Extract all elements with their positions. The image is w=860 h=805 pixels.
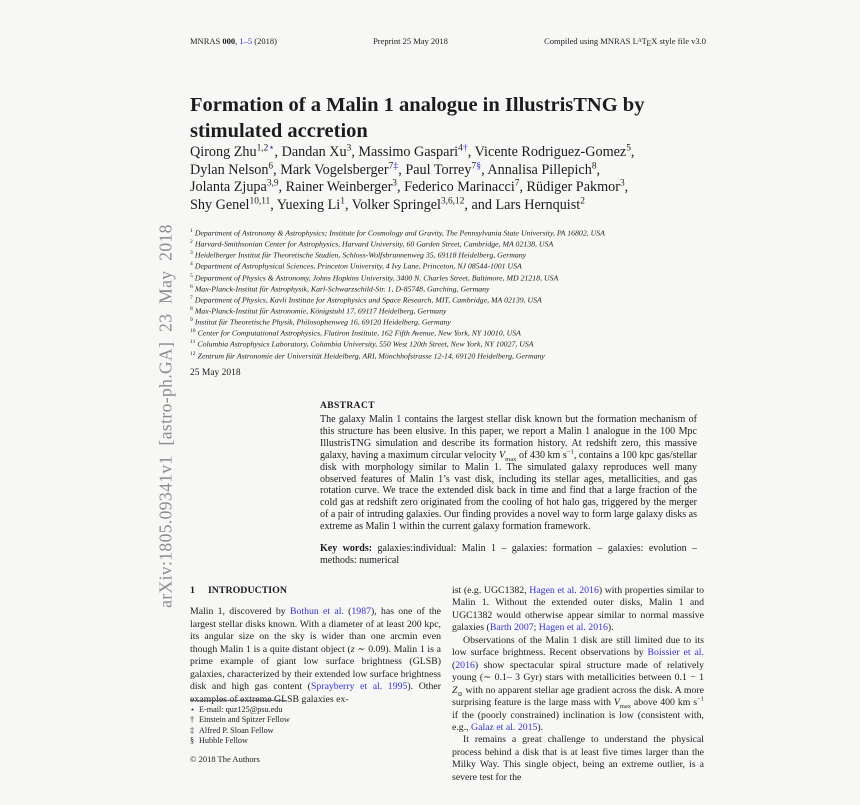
text-segment: A	[637, 38, 642, 45]
text-segment: 3,6,12	[440, 196, 465, 207]
text-segment: , Massimo Gaspari	[351, 144, 459, 160]
author-line	[190, 159, 706, 180]
text-segment: , Volker Springel	[344, 196, 441, 213]
affiliation-text: Department of Physics, Kavli Institute for Astrophysics and Space Research, MIT, Cambridge, MA 02139, USA	[194, 295, 542, 305]
text-segment: (2018)	[252, 36, 277, 46]
text-segment: , Dandan Xu	[274, 144, 347, 160]
text-segment: 3,9	[266, 178, 279, 189]
text-segment: ,	[235, 36, 240, 46]
text-segment: , Yuexing Li	[270, 196, 341, 213]
affiliation-list	[190, 227, 706, 361]
abstract-block	[320, 401, 697, 567]
abstract-heading: ABSTRACT	[320, 401, 375, 411]
text-segment: 7	[514, 178, 520, 189]
body-paragraph	[452, 734, 704, 784]
text-segment: , Rainer Weinberger	[278, 179, 393, 196]
affiliation-line	[190, 238, 706, 249]
affiliation-line	[190, 294, 706, 305]
text-segment: T	[641, 36, 647, 46]
section-title: INTRODUCTION	[207, 585, 287, 596]
affiliation-text: Max-Planck-Institut für Astrophysik, Karl-Schwarzschild-Str. 1, D-85748, Garching, Germany	[194, 284, 490, 294]
footnote-symbol: §	[190, 735, 195, 745]
text-segment: max	[505, 455, 517, 463]
running-header	[190, 36, 706, 48]
keywords-line	[320, 543, 697, 567]
body-paragraph	[452, 585, 704, 635]
section-heading-introduction	[190, 585, 441, 597]
footnote-line	[190, 736, 441, 746]
text-segment: 7	[388, 160, 394, 171]
text-segment: ∼ 0.09). Malin 1 is a prime example of giant low surface brightness (GLSB) galaxies, characterized by their extended low surface brightness disk and high gas content (	[190, 643, 441, 693]
keywords-label: Key words:	[320, 543, 373, 555]
text-segment: , Mark Vogelsberger	[273, 161, 389, 178]
affiliation-number: 12	[190, 350, 196, 357]
text-segment: z	[350, 643, 355, 655]
text-segment: ), has one of the largest stellar disks known. With a diameter of at least 200 kpc, its angular size on the sky is wider than one arcmin even though Malin 1 is a quite distant object (	[190, 606, 442, 655]
affiliation-number: 1	[190, 228, 193, 234]
text-segment: ). Other examples of extreme GLSB galaxies ex-	[190, 681, 442, 705]
affiliation-number: 5	[190, 272, 193, 279]
footnote-symbol: †	[190, 715, 195, 725]
text-segment: −1	[566, 448, 574, 456]
citation-link[interactable]: Hagen et al. 2016	[529, 585, 599, 596]
right-column	[452, 585, 704, 784]
affiliation-number: 8	[190, 305, 193, 312]
affiliation-text: Department of Astrophysical Sciences, Princeton University, 4 Ivy Lane, Princeton, NJ 08544-1001 USA	[194, 262, 522, 272]
affiliation-line	[190, 249, 706, 260]
author-list	[190, 144, 706, 214]
affiliation-line	[190, 316, 706, 327]
affiliation-line	[190, 350, 706, 361]
footnote-marker[interactable]: †	[462, 142, 468, 154]
text-segment: Qirong Zhu	[190, 144, 257, 160]
text-segment: of 430 km s	[516, 449, 567, 461]
affiliation-line	[190, 227, 706, 238]
citation-link[interactable]: Barth 2007	[489, 622, 534, 634]
submission-date: 25 May 2018	[190, 368, 241, 378]
citation-link[interactable]: Boissier et al.	[647, 647, 704, 659]
text-segment: V	[613, 697, 620, 709]
text-segment: ,	[596, 161, 601, 178]
text-segment: (	[343, 606, 352, 618]
text-segment: The galaxy Malin 1 contains the largest stellar disk known but the formation mechanism of this structure has been elusive. In this paper, we report a Malin 1 analogue in the 100 Mpc IllustrisTNG simulation and describe its formation history. At redshift zero, this massive galaxy, having a maximum circular velocity	[320, 414, 697, 461]
text-segment: ,	[630, 144, 635, 160]
text-segment: 6	[268, 160, 274, 171]
footnote-rule	[190, 700, 286, 701]
text-segment: , Annalisa Pillepich	[481, 161, 592, 178]
affiliation-text: Department of Physics & Astronomy, Johns Hopkins University, 3400 N. Charles Street, Baltimore, MD 21218, USA	[194, 273, 559, 283]
affiliation-line	[190, 338, 706, 349]
footnote-line	[190, 726, 441, 736]
citation-link[interactable]: 1–5	[239, 36, 253, 46]
text-segment: ).	[537, 721, 544, 733]
text-segment: with no apparent stellar age gradient across the disk. A more surprising feature is the large mass with	[452, 684, 704, 709]
affiliation-number: 11	[190, 339, 196, 346]
text-segment: ) with properties similar to Malin 1. Without the extended outer disks, Malin 1 and UGC1382 would otherwise appear similar to normal massive galaxies (	[452, 585, 705, 634]
text-segment: 5	[626, 143, 631, 154]
affiliation-text: Zentrum für Astronomie der Universität Heidelberg, ARI, Mönchhofstrasse 12-14, 69120 Heidelberg, Germany	[197, 351, 545, 361]
footnote-marker[interactable]: ⋆	[268, 142, 275, 154]
text-segment: 3	[346, 143, 352, 154]
text-segment: Jolanta Zjupa	[190, 179, 267, 196]
author-line	[190, 179, 706, 197]
affiliation-text: Columbia Astrophysics Laboratory, Columbia University, 550 West 120th Street, New York, NY 10027, USA	[197, 340, 534, 349]
text-segment: , Rüdiger Pakmor	[519, 179, 620, 196]
affiliation-number: 2	[190, 239, 193, 246]
text-segment: 000	[222, 36, 236, 46]
footnote-list	[190, 705, 441, 746]
text-segment: MNRAS	[190, 36, 223, 46]
section-number: 1	[190, 585, 195, 596]
footnote-text: Alfred P. Sloan Fellow	[199, 725, 274, 735]
footnote-marker[interactable]: §	[476, 159, 482, 171]
text-segment: , Paul Torrey	[398, 161, 472, 178]
footnote-symbol: ⋆	[190, 705, 196, 714]
text-segment: 2	[580, 196, 585, 207]
footnote-text: E-mail: quz125@psu.edu	[199, 705, 283, 714]
text-segment: 8	[591, 160, 597, 171]
author-line	[190, 144, 706, 162]
affiliation-number: 3	[190, 250, 193, 257]
footnote-text: Hubble Fellow	[199, 735, 248, 745]
text-segment: (	[452, 659, 456, 671]
abstract-text	[320, 414, 697, 533]
text-segment: Z	[452, 684, 458, 696]
text-segment: −1	[697, 695, 704, 703]
compile-note	[544, 36, 706, 48]
affiliation-line	[190, 327, 706, 338]
text-segment: 3	[619, 178, 625, 189]
citation-link[interactable]: Hagen et al. 2016	[538, 622, 608, 634]
arxiv-watermark: arXiv:1805.09341v1 [astro-ph.GA] 23 May 2018	[155, 224, 176, 608]
text-segment: max	[619, 703, 631, 711]
footnote-line	[190, 705, 441, 715]
text-segment: , Vicente Rodriguez-Gomez	[467, 144, 627, 160]
affiliation-text: Harvard-Smithsonian Center for Astrophysics, Harvard University, 60 Garden Street, Cambridge, MA 02138, USA	[194, 239, 554, 249]
text-segment: ).	[607, 622, 614, 634]
text-segment: Dylan Nelson	[190, 161, 269, 178]
text-segment: 10,11	[249, 196, 271, 207]
text-segment: ,	[624, 179, 629, 196]
text-segment: 1	[340, 196, 345, 207]
citation-link[interactable]: Bothun et al.	[289, 606, 344, 618]
text-segment: ⊙	[457, 690, 463, 698]
text-segment: It remains a great challenge to understand the physical process behind a disk that is at least five times larger than the Milky Way. This single object, being an extreme outlier, is a severe test for the	[452, 734, 704, 783]
text-segment: Compiled using MNRAS L	[544, 36, 638, 46]
footnote-marker[interactable]: ‡	[393, 159, 399, 171]
text-segment: Observations of the Malin 1 disk are still limited due to its low surface brightness. Recent observations by	[452, 634, 704, 659]
affiliation-line	[190, 283, 706, 294]
body-paragraph	[452, 635, 704, 735]
text-segment: E	[646, 37, 652, 48]
intro-paragraph	[190, 606, 441, 706]
text-segment: ist (e.g. UGC1382,	[452, 585, 530, 596]
text-segment: Malin 1, discovered by	[190, 606, 290, 618]
affiliation-number: 7	[190, 294, 193, 301]
affiliation-number: 6	[190, 283, 193, 290]
journal-ref	[190, 36, 277, 48]
text-segment: 3	[392, 178, 397, 189]
text-segment: V	[498, 449, 506, 461]
citation-link[interactable]: 2016	[455, 659, 475, 671]
citation-link[interactable]: 1987	[351, 606, 371, 618]
affiliation-text: Institut für Theoretische Physik, Philosophenweg 16, 69120 Heidelberg, Germany	[194, 317, 451, 327]
affiliation-text: Center for Computational Astrophysics, Flatiron Institute, 162 Fifth Avenue, New York, NY 10010, USA	[197, 328, 521, 338]
text-segment: above 400 km s	[630, 697, 698, 709]
affiliation-line	[190, 272, 706, 283]
keywords-text: galaxies:individual: Malin 1 – galaxies: formation – galaxies: evolution – methods: numerical	[320, 543, 697, 566]
author-line	[190, 197, 706, 215]
affiliation-line	[190, 260, 706, 271]
affiliation-number: 4	[190, 261, 193, 268]
footnote-text: Einstein and Spitzer Fellow	[199, 715, 290, 725]
text-segment: X style file v3.0	[651, 36, 706, 46]
text-segment: Shy Genel	[190, 196, 250, 213]
affiliation-number: 10	[190, 328, 196, 335]
affiliation-number: 9	[190, 317, 193, 324]
left-column	[190, 585, 441, 706]
text-segment: , and Lars Hernquist	[464, 196, 581, 213]
preprint-date: Preprint 25 May 2018	[373, 36, 448, 46]
citation-link[interactable]: Sprayberry et al. 1995	[310, 681, 408, 693]
affiliation-text: Department of Astronomy & Astrophysics; Institute for Cosmology and Gravity, The Pennsylvania State University, PA 16802, USA	[194, 228, 605, 238]
text-segment: ;	[533, 622, 539, 634]
text-segment: if the (poorly constrained) inclination is low (consistent with, e.g.,	[452, 709, 704, 733]
footnote-line	[190, 715, 441, 725]
paper-title: Formation of a Malin 1 analogue in IllustrisTNG by stimulated accretion	[190, 93, 645, 142]
affiliation-text: Heidelberger Institut für Theoretische Studien, Schloss-Wolfsbrunnenweg 35, 69118 Heidelberg, Germany	[194, 250, 527, 260]
text-segment: , Federico Marinacci	[396, 179, 515, 196]
copyright-line: © 2018 The Authors	[190, 754, 260, 764]
text-segment: 4	[458, 143, 463, 154]
affiliation-line	[190, 305, 706, 316]
text-segment: 1,2	[256, 143, 269, 154]
text-segment: , contains a 100 kpc gas/stellar disk with morphology similar to Malin 1. The simulated galaxy reproduces well many observed features of Malin 1’s vast disk, including its stellar ages, metallicities, and gas rotation curve. We trace the extended disk back in time and find that a large fraction of the cold gas at redshift zero originated from the cooling of hot halo gas, triggered by the merger of a pair of intruding galaxies. Our finding provides a novel way to form large galaxy disks as extreme as Malin 1 within the current galaxy formation framework.	[320, 449, 698, 533]
footnote-symbol: ‡	[190, 725, 195, 735]
citation-link[interactable]: Galaz et al. 2015	[471, 721, 538, 733]
affiliation-text: Max-Planck-Institut für Astronomie, Königstuhl 17, 69117 Heidelberg, Germany	[194, 306, 447, 316]
text-segment: 7	[471, 160, 477, 171]
text-segment: ) show spectacular spiral structure made of relatively young (∼ 0.1– 3 Gyr) stars with metallicities between 0.1 − 1	[452, 659, 704, 684]
